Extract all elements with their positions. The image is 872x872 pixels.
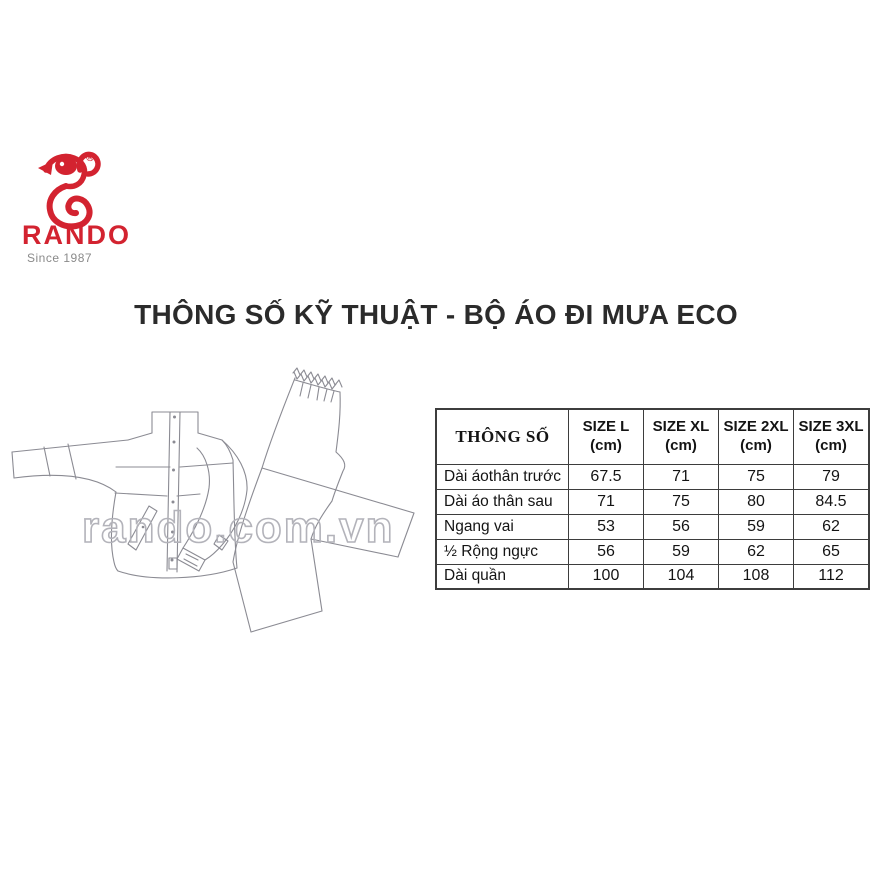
table-row [436, 564, 869, 589]
cell-value: 80 [719, 489, 794, 514]
size-unit: (cm) [665, 436, 697, 454]
registered-trademark-symbol: ® [86, 152, 95, 164]
table-row [436, 489, 869, 514]
cell-value: 79 [794, 464, 870, 489]
table-row [436, 539, 869, 564]
watermark [80, 498, 460, 558]
cell-value: 59 [719, 514, 794, 539]
cell-value: 67.5 [569, 464, 644, 489]
cell-value: 100 [569, 564, 644, 589]
cell-value: 62 [794, 514, 870, 539]
size-unit: (cm) [740, 436, 772, 454]
row-label: Dài quần [436, 564, 569, 589]
table-row [436, 514, 869, 539]
seahorse-head [55, 157, 77, 175]
row-label: Ngang vai [436, 514, 569, 539]
cell-value: 59 [644, 539, 719, 564]
seahorse-snout [38, 161, 53, 175]
size-xl-column-header [644, 409, 719, 464]
cell-value: 75 [719, 464, 794, 489]
row-label: Dài áothân trước [436, 464, 569, 489]
brand-tagline: Since 1987 [27, 251, 93, 265]
product-illustration [0, 360, 452, 650]
cell-value: 65 [794, 539, 870, 564]
size-label: SIZE 2XL [723, 418, 789, 435]
size-table [435, 408, 870, 590]
cell-value: 56 [569, 539, 644, 564]
parameter-column-header: THÔNG SỐ [436, 409, 569, 464]
cell-value: 56 [644, 514, 719, 539]
brand-header [22, 146, 172, 271]
cell-value: 112 [794, 564, 870, 589]
size-l-column-header [569, 409, 644, 464]
size-label: SIZE L [582, 418, 630, 435]
size-unit: (cm) [815, 436, 847, 454]
size-unit: (cm) [590, 436, 622, 454]
brand-name: RANDO [22, 220, 131, 250]
cell-value: 104 [644, 564, 719, 589]
cell-value: 62 [719, 539, 794, 564]
size-table-header-row [436, 409, 869, 464]
table-row [436, 464, 869, 489]
cell-value: 84.5 [794, 489, 870, 514]
cell-value: 108 [719, 564, 794, 589]
size-label: SIZE 3XL [798, 418, 864, 435]
cell-value: 71 [569, 489, 644, 514]
cell-value: 53 [569, 514, 644, 539]
size-label: SIZE XL [652, 418, 710, 435]
row-label: Dài áo thân sau [436, 489, 569, 514]
cell-value: 75 [644, 489, 719, 514]
seahorse-eye [60, 162, 64, 166]
page-title: THÔNG SỐ KỸ THUẬT - BỘ ÁO ĐI MƯA ECO [134, 298, 738, 330]
watermark-text: rando.com.vn [82, 503, 395, 552]
size-2xl-column-header [719, 409, 794, 464]
cell-value: 71 [644, 464, 719, 489]
row-label: ½ Rộng ngực [436, 539, 569, 564]
size-3xl-column-header [794, 409, 870, 464]
